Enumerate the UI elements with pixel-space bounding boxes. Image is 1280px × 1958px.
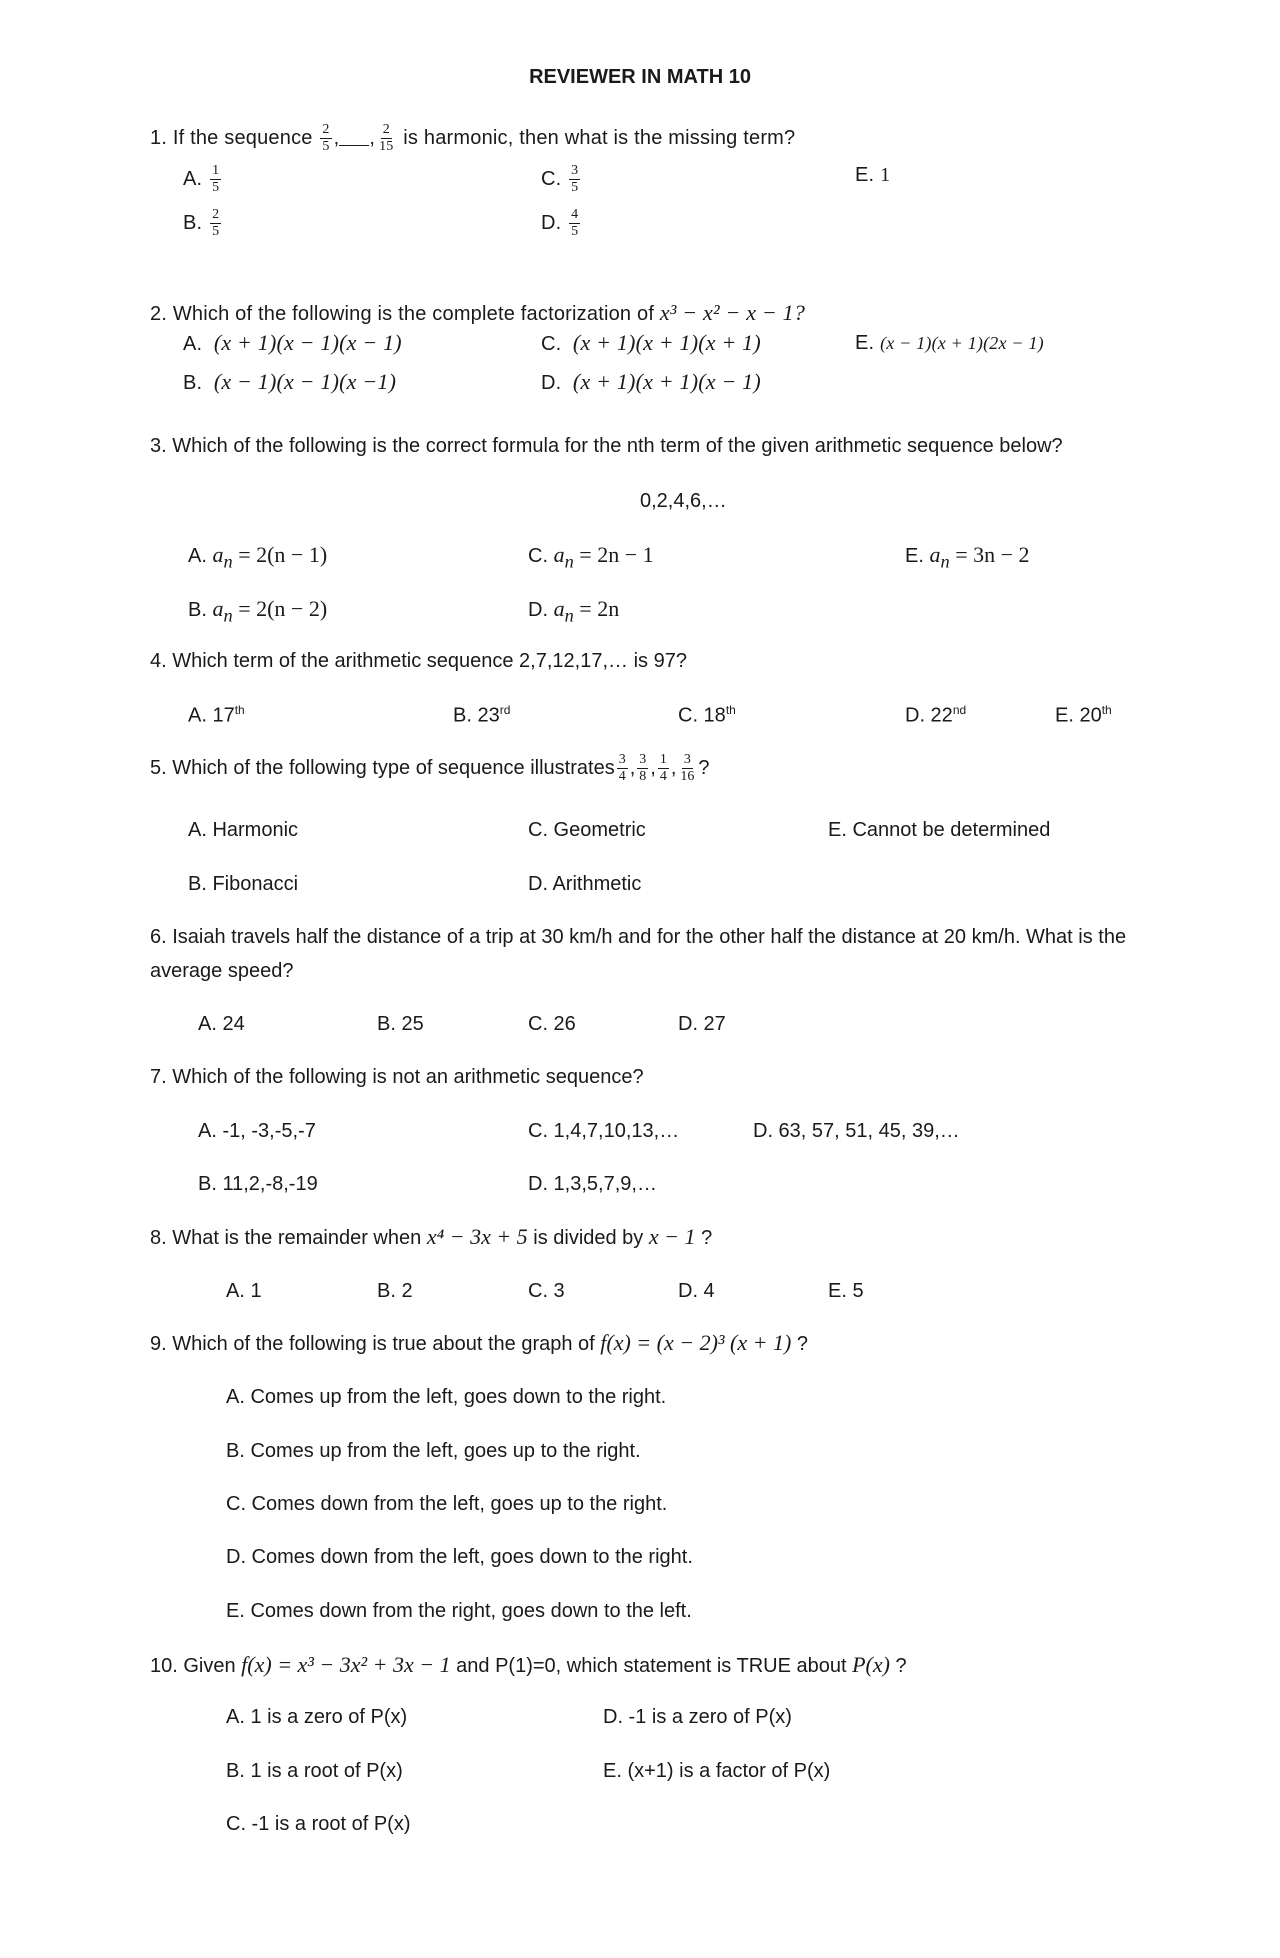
question-2: 2. Which of the following is the complete factorization of x³ − x² − x − 1? — [150, 300, 806, 325]
q3-option-a: A. $a_n = 2(n - 1)$ — [188, 542, 328, 572]
question-9: 9. Which of the following is true about the graph of f(x) = (x − 2)³ (x + 1) ? — [150, 1330, 808, 1355]
q6-option-b: B. 25 — [377, 1013, 424, 1035]
q6-option-a: A. 24 — [198, 1013, 245, 1035]
q5-option-a: A. Harmonic — [188, 819, 299, 841]
q9-option-a: A. Comes up from the left, goes down to the right. — [226, 1386, 667, 1408]
q1-option-d: D. $\frac{4}{5}$ — [541, 207, 579, 239]
q6-option-d: D. 27 — [678, 1013, 726, 1035]
q3-option-b: B. $a_n = 2(n - 2)$ — [188, 596, 328, 626]
q10-option-c: C. -1 is a root of P(x) — [226, 1813, 411, 1835]
q5-fraction-4: $\frac{3}{16}$ — [680, 752, 695, 784]
q10-option-e: E. (x+1) is a factor of P(x) — [603, 1760, 831, 1782]
q1-blank — [339, 145, 369, 146]
q5-fraction-2: $\frac{3}{8}$ — [639, 752, 647, 784]
q2-option-b: B. (x − 1)(x − 1)(x −1) — [183, 369, 397, 394]
question-8: 8. What is the remainder when x⁴ − 3x + 5 is divided by x − 1 ? — [150, 1224, 713, 1249]
q8-option-a: A. 1 — [226, 1280, 262, 1302]
q1-fraction-2: $\frac{2}{15}$ — [379, 122, 394, 154]
q5-option-c: C. Geometric — [528, 819, 646, 841]
q5-option-e: E. Cannot be determined — [828, 819, 1051, 841]
q2-option-e: E. (x − 1)(x + 1)(2x − 1) — [855, 332, 1044, 354]
q7-option-c: C. 1,4,7,10,13,… — [528, 1120, 680, 1142]
question-3: 3. Which of the following is the correct formula for the nth term of the given arithmetic sequence below? — [150, 435, 1063, 457]
question-6-line-1: 6. Isaiah travels half the distance of a trip at 30 km/h and for the other half the distance at 20 km/h. What is the — [150, 926, 1127, 948]
q1-option-e: E. 1 — [855, 164, 891, 186]
q4-option-c: C. 18th — [678, 703, 736, 727]
q1-option-b: B. $\frac{2}{5}$ — [183, 207, 220, 239]
q1-option-a: A. $\frac{1}{5}$ — [183, 163, 220, 195]
q8-option-e: E. 5 — [828, 1280, 864, 1302]
q1-fraction-1: $\frac{2}{5}$ — [322, 122, 330, 154]
question-5: 5. Which of the following type of sequence illustrates $\frac{3}{4}$ , $\frac{3}{8}$ , $\frac{1}{4}$ , $\frac{3}{16}$ ? — [150, 752, 710, 784]
q5-option-d: D. Arithmetic — [528, 873, 642, 895]
q6-option-c: C. 26 — [528, 1013, 576, 1035]
q5-fraction-1: $\frac{3}{4}$ — [618, 752, 626, 784]
q5-fraction-3: $\frac{1}{4}$ — [659, 752, 667, 784]
q9-option-d: D. Comes down from the left, goes down to the right. — [226, 1546, 693, 1568]
q9-option-e: E. Comes down from the right, goes down to the left. — [226, 1600, 692, 1622]
q3-option-c: C. $a_n = 2n - 1$ — [528, 542, 654, 572]
q3-option-d: D. $a_n = 2n$ — [528, 596, 620, 626]
q2-option-d: D. (x + 1)(x + 1)(x − 1) — [541, 369, 761, 394]
question-1: 1. If the sequence $\frac{2}{5}$ , , $\frac{2}{15}$ is harmonic, then what is the missing term? — [150, 122, 796, 154]
q10-option-a: A. 1 is a zero of P(x) — [226, 1706, 408, 1728]
question-1-suffix: is harmonic, then what is the missing term? — [403, 126, 796, 149]
q3-option-e: E. $a_n = 3n - 2$ — [905, 542, 1030, 572]
question-1-prefix: 1. If the sequence — [150, 126, 313, 149]
page-title: REVIEWER IN MATH 10 — [529, 66, 751, 88]
q2-option-c: C. (x + 1)(x + 1)(x + 1) — [541, 330, 761, 355]
question-10: 10. Given f(x) = x³ − 3x² + 3x − 1 and P(1)=0, which statement is TRUE about P(x) ? — [150, 1652, 907, 1677]
question-4: 4. Which term of the arithmetic sequence 2,7,12,17,… is 97? — [150, 650, 687, 672]
question-6-line-2: average speed? — [150, 960, 294, 982]
q4-option-d: D. 22nd — [905, 703, 967, 727]
q4-option-a: A. 17th — [188, 703, 245, 727]
q7-option-d2: D. 1,3,5,7,9,… — [528, 1173, 657, 1195]
q10-option-b: B. 1 is a root of P(x) — [226, 1760, 403, 1782]
q10-option-d: D. -1 is a zero of P(x) — [603, 1706, 792, 1728]
q7-option-d1: D. 63, 57, 51, 45, 39,… — [753, 1120, 960, 1142]
q8-option-c: C. 3 — [528, 1280, 565, 1302]
q7-option-b: B. 11,2,-8,-19 — [198, 1173, 318, 1195]
q4-option-e: E. 20th — [1055, 703, 1112, 727]
q7-option-a: A. -1, -3,-5,-7 — [198, 1120, 316, 1142]
q9-option-c: C. Comes down from the left, goes up to the right. — [226, 1493, 668, 1515]
q8-option-b: B. 2 — [377, 1280, 413, 1302]
q8-option-d: D. 4 — [678, 1280, 715, 1302]
q3-sequence: 0,2,4,6,… — [640, 490, 727, 512]
q2-option-a: A. (x + 1)(x − 1)(x − 1) — [183, 330, 402, 355]
q9-option-b: B. Comes up from the left, goes up to the right. — [226, 1440, 641, 1462]
q5-option-b: B. Fibonacci — [188, 873, 299, 895]
question-7: 7. Which of the following is not an arithmetic sequence? — [150, 1066, 644, 1088]
q1-option-c: C. $\frac{3}{5}$ — [541, 163, 579, 195]
q4-option-b: B. 23rd — [453, 703, 511, 727]
